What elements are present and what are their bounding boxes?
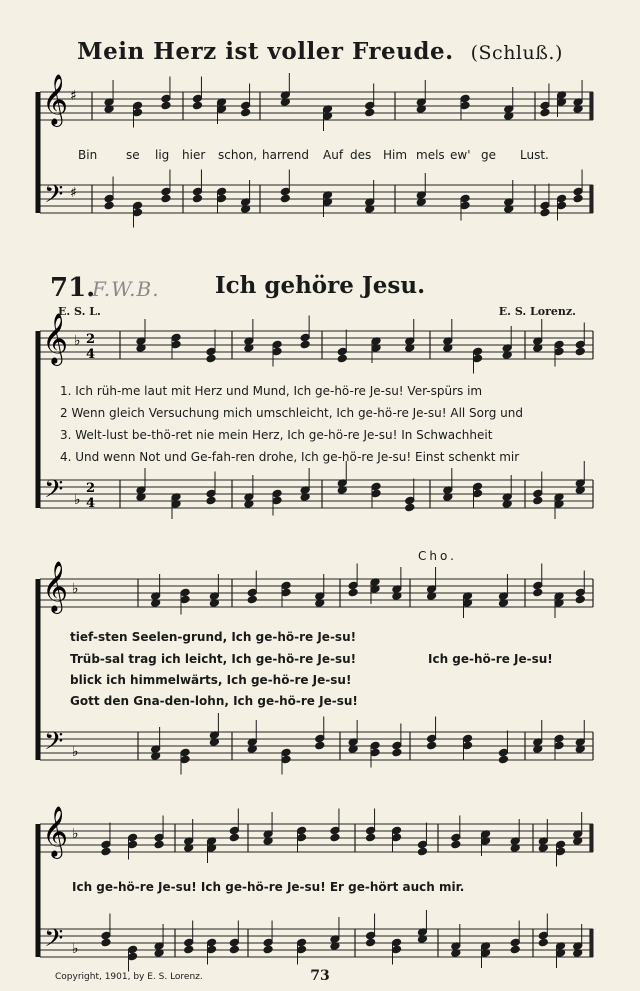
note-head (297, 826, 307, 835)
note-head (366, 826, 376, 835)
verse-2: 2 Wenn gleich Versuchung mich umschleicht, Ich ge-hö-re Je-su! All Sorg und (60, 406, 524, 420)
note-head (392, 748, 402, 757)
note-head (337, 354, 347, 363)
chorus-lyric-1: Ich ge-hö-re Je-su! (428, 652, 553, 666)
note-head (540, 108, 550, 117)
note-head (180, 755, 190, 764)
note-head (171, 333, 181, 342)
key-signature: ♭ (72, 744, 79, 760)
lyric-syllable: schon, (218, 148, 258, 162)
lyric-syllable: ge (481, 148, 496, 162)
note-head (417, 847, 427, 856)
note-head (241, 101, 251, 110)
note-head (540, 208, 550, 217)
note-head (371, 489, 381, 498)
note-head (451, 833, 461, 842)
lyric-syllable: lig (155, 148, 170, 162)
bass-clef-icon: 𝄢 (44, 475, 64, 510)
note-head (180, 588, 190, 597)
note-head (365, 101, 375, 110)
note-head (180, 595, 190, 604)
bass-clef-icon: 𝄢 (44, 727, 64, 762)
note-head (557, 201, 567, 210)
note-head (330, 833, 340, 842)
note-head (575, 340, 585, 349)
note-head (533, 588, 543, 597)
verse-1-continued: tief-sten Seelen-grund, Ich ge-hö-re Je-su! (70, 630, 357, 644)
note-head (300, 333, 310, 342)
note-head (557, 194, 567, 203)
lyric-syllable: se (126, 148, 140, 162)
note-head (101, 938, 111, 947)
pencil-note: F.W.B. (92, 277, 160, 301)
note-head (405, 503, 415, 512)
note-head (473, 489, 483, 498)
note-head (229, 833, 239, 842)
note-head (272, 340, 282, 349)
note-head (460, 201, 470, 210)
verse-2-continued: Trüb-sal trag ich leicht, Ich ge-hö-re Je-su! (70, 652, 357, 666)
note-head (538, 938, 548, 947)
note-head (206, 354, 216, 363)
note-head (272, 489, 282, 498)
note-head (463, 734, 473, 743)
note-head (128, 952, 138, 961)
note-head (192, 194, 202, 203)
lyric-syllable: Auf (323, 148, 344, 162)
note-head (247, 595, 257, 604)
note-head (554, 734, 564, 743)
note-head (297, 945, 307, 954)
note-head (575, 588, 585, 597)
note-head (533, 581, 543, 590)
note-head (538, 931, 548, 940)
key-signature: ♭ (74, 492, 81, 508)
copyright-notice: Copyright, 1901, by E. S. Lorenz. (55, 972, 203, 982)
time-signature: 2 (86, 332, 96, 347)
note-head (348, 581, 358, 590)
note-head (206, 489, 216, 498)
note-head (133, 101, 143, 110)
note-head (330, 826, 340, 835)
note-head (370, 748, 380, 757)
note-head (473, 482, 483, 491)
note-head (229, 938, 239, 947)
note-head (405, 496, 415, 505)
note-head (217, 194, 227, 203)
note-head (498, 748, 508, 757)
note-head (161, 101, 171, 110)
lyric-syllable: ew' (450, 148, 471, 162)
treble-clef-icon: 𝄞 (42, 74, 69, 125)
note-head (427, 741, 437, 750)
time-signature: 2 (86, 481, 96, 496)
note-head (473, 347, 483, 356)
note-head (540, 201, 550, 210)
verse-4: 4. Und wenn Not und Ge-fah-ren drohe, Ich ge-hö-re Je-su! Einst schenkt mir (60, 450, 520, 464)
lyricist-credit: E. S. L. (58, 305, 101, 318)
note-head (247, 588, 257, 597)
note-head (207, 938, 217, 947)
note-head (101, 840, 111, 849)
note-head (573, 187, 583, 196)
note-head (392, 938, 402, 947)
lyric-syllable: harrend (262, 148, 309, 162)
note-head (263, 945, 273, 954)
chorus-marker: Cho. (418, 549, 457, 563)
note-head (263, 938, 273, 947)
note-head (575, 347, 585, 356)
note-head (281, 755, 291, 764)
note-head (104, 194, 114, 203)
note-head (161, 187, 171, 196)
verse-3: 3. Welt-lust be-thö-ret nie mein Herz, Ich ge-hö-re Je-su! In Schwachheit (60, 428, 493, 442)
note-head (206, 347, 216, 356)
verse-3-continued: blick ich himmelwärts, Ich ge-hö-re Je-su! (70, 673, 352, 687)
note-head (510, 938, 520, 947)
note-head (241, 108, 251, 117)
note-head (229, 945, 239, 954)
treble-clef-icon: 𝄞 (42, 313, 69, 364)
key-signature: ♭ (72, 826, 79, 842)
note-head (498, 755, 508, 764)
note-head (315, 734, 325, 743)
note-head (101, 847, 111, 856)
note-head (184, 938, 194, 947)
note-head (133, 201, 143, 210)
note-head (272, 496, 282, 505)
note-head (554, 340, 564, 349)
note-head (171, 340, 181, 349)
chorus-lyric-2: Ich ge-hö-re Je-su! Ich ge-hö-re Je-su! Er ge-hört auch mir. (72, 880, 465, 894)
note-head (392, 833, 402, 842)
verse-1: 1. Ich rüh-me laut mit Herz und Mund, Ich ge-hö-re Je-su! Ver-spürs im (60, 384, 483, 398)
treble-clef-icon: 𝄞 (42, 561, 69, 612)
lyric-syllable: mels (416, 148, 445, 162)
note-head (365, 108, 375, 117)
key-signature: ♯ (70, 185, 77, 201)
lyric-syllable: Bin (78, 148, 98, 162)
lyric-syllable: Lust. (520, 148, 549, 162)
note-head (104, 201, 114, 210)
note-head (192, 94, 202, 103)
note-head (460, 194, 470, 203)
note-head (154, 833, 164, 842)
key-signature: ♯ (70, 88, 77, 104)
note-head (510, 945, 520, 954)
lyric-syllable: Him (383, 148, 408, 162)
note-head (556, 847, 566, 856)
note-head (554, 741, 564, 750)
note-head (297, 938, 307, 947)
note-head (463, 741, 473, 750)
note-head (192, 187, 202, 196)
note-head (101, 931, 111, 940)
lyric-syllable: hier (182, 148, 206, 162)
note-head (229, 826, 239, 835)
note-head (300, 340, 310, 349)
key-signature: ♭ (72, 941, 79, 957)
time-signature: 4 (86, 496, 96, 511)
note-head (366, 833, 376, 842)
note-head (540, 101, 550, 110)
note-head (192, 101, 202, 110)
note-head (281, 748, 291, 757)
note-head (392, 945, 402, 954)
note-head (180, 748, 190, 757)
note-head (161, 94, 171, 103)
note-head (128, 945, 138, 954)
treble-clef-icon: 𝄞 (42, 806, 69, 857)
note-head (575, 595, 585, 604)
note-head (427, 734, 437, 743)
note-head (337, 347, 347, 356)
note-head (392, 826, 402, 835)
note-head (533, 489, 543, 498)
note-head (217, 187, 227, 196)
note-head (154, 840, 164, 849)
note-head (315, 741, 325, 750)
key-signature: ♭ (74, 333, 81, 349)
note-head (366, 931, 376, 940)
note-head (280, 194, 290, 203)
note-head (392, 741, 402, 750)
note-head (281, 588, 291, 597)
lyric-syllable: des (350, 148, 372, 162)
bass-clef-icon: 𝄢 (44, 180, 64, 215)
note-head (460, 94, 470, 103)
note-head (133, 208, 143, 217)
bass-clef-icon: 𝄢 (44, 924, 64, 959)
composer-credit: E. S. Lorenz. (498, 305, 576, 318)
note-head (207, 945, 217, 954)
note-head (370, 741, 380, 750)
note-head (133, 108, 143, 117)
note-head (417, 840, 427, 849)
note-head (280, 187, 290, 196)
note-head (573, 194, 583, 203)
note-head (128, 840, 138, 849)
verse-4-continued: Gott den Gna-den-lohn, Ich ge-hö-re Je-su! (70, 694, 358, 708)
hymn-top-title: Mein Herz ist voller Freude. (Schluß.) (77, 38, 563, 65)
note-head (533, 496, 543, 505)
note-head (371, 482, 381, 491)
note-head (206, 496, 216, 505)
note-head (473, 354, 483, 363)
time-signature: 4 (86, 347, 96, 362)
note-head (556, 840, 566, 849)
hymn-number: 71. (50, 273, 96, 303)
note-head (281, 581, 291, 590)
note-head (128, 833, 138, 842)
note-head (297, 833, 307, 842)
note-head (161, 194, 171, 203)
note-head (366, 938, 376, 947)
note-head (184, 945, 194, 954)
note-head (451, 840, 461, 849)
note-head (460, 101, 470, 110)
note-head (348, 588, 358, 597)
page-number: 73 (310, 968, 330, 984)
key-signature: ♭ (72, 581, 79, 597)
note-head (554, 347, 564, 356)
note-head (272, 347, 282, 356)
hymn-title: Ich gehöre Jesu. (214, 272, 426, 299)
